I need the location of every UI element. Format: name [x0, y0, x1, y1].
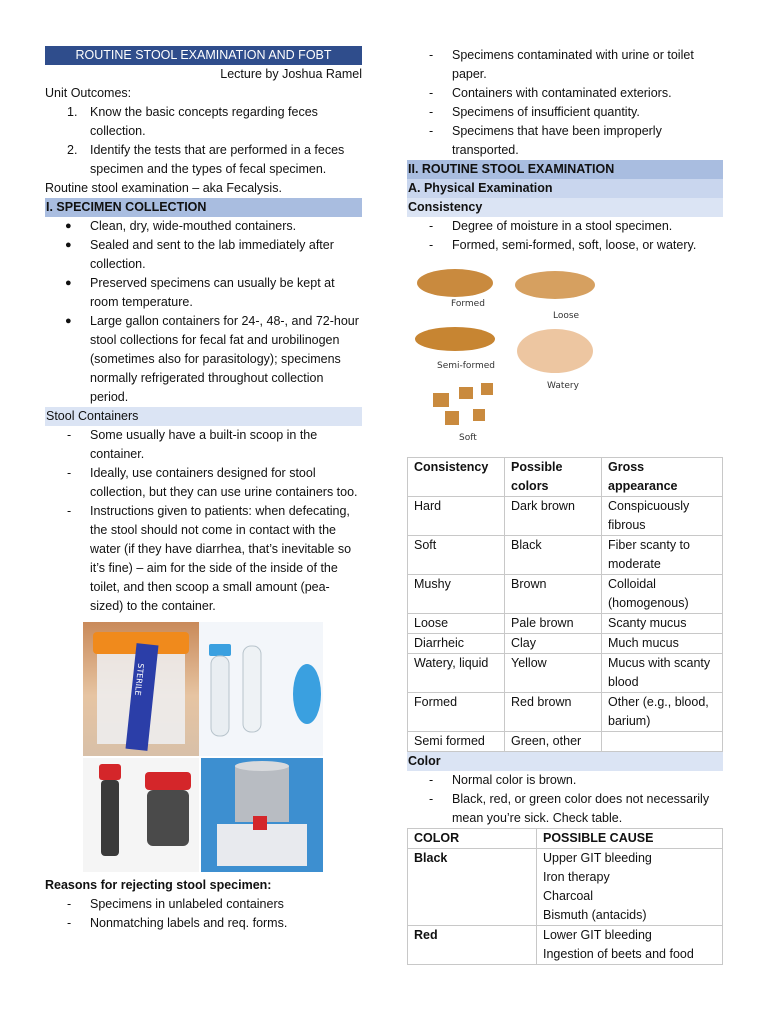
container-photos — [83, 622, 323, 872]
section2-heading: II. ROUTINE STOOL EXAMINATION — [407, 160, 723, 179]
list-item — [407, 84, 723, 103]
consistency-table — [407, 457, 723, 752]
table-cell: Fiber scanty to moderate — [602, 536, 723, 575]
right-column — [407, 46, 723, 965]
table-cell: Loose — [408, 614, 505, 634]
table-header-row — [408, 829, 723, 849]
table-cell: Yellow — [505, 654, 602, 693]
table-cell: Hard — [408, 497, 505, 536]
list-number: 2. — [67, 143, 78, 157]
dash-marker: - — [429, 238, 434, 252]
list-text: Ideally, use containers designed for stool collection, but they can use urine containers too. — [90, 466, 358, 499]
list-item — [45, 502, 362, 616]
list-text: Specimens of insufficient quantity. — [452, 105, 640, 119]
list-item — [45, 141, 362, 179]
list-item — [407, 790, 723, 828]
sterile-label: STERILE — [132, 662, 146, 697]
physical-exam-heading: A. Physical Examination — [407, 179, 723, 198]
dash-marker: - — [67, 466, 72, 480]
list-text: Some usually have a built-in scoop in the container. — [90, 428, 318, 461]
list-text: Specimens in unlabeled containers — [90, 897, 284, 911]
table-cell — [537, 849, 723, 926]
dash-marker: - — [429, 86, 434, 100]
table-cell: Conspicuously fibrous — [602, 497, 723, 536]
table-row — [408, 926, 723, 965]
table-cell: Colloidal (homogenous) — [602, 575, 723, 614]
table-cell: Red — [408, 926, 537, 965]
table-cell: Red brown — [505, 693, 602, 732]
cause-line: Charcoal — [543, 889, 594, 903]
cause-line: Lower GIT bleeding — [543, 928, 652, 942]
list-item — [45, 312, 362, 407]
dash-marker: - — [429, 219, 434, 233]
red-tubes-photo — [83, 758, 199, 872]
collection-bullets — [45, 217, 362, 407]
dash-marker: - — [67, 428, 72, 442]
dash-marker: - — [67, 916, 72, 930]
color-list — [407, 771, 723, 828]
dash-marker: - — [429, 792, 434, 806]
list-item — [407, 236, 723, 255]
table-cell: Formed — [408, 693, 505, 732]
stool-label-watery: Watery — [547, 381, 579, 391]
dash-marker: - — [67, 504, 72, 518]
byline: Lecture by Joshua Ramel — [220, 67, 362, 81]
table-row — [408, 536, 723, 575]
list-text: Instructions given to patients: when defecating, the stool should not come in contact with the water (if they have diarrhea, that’s inevitable so it’s fine) – aim for the side of the inside of the toilet, and then scoop a small amount (pea-sized) to the container. — [90, 504, 352, 613]
list-text: Black, red, or green color does not necessarily mean you’re sick. Check table. — [452, 792, 710, 825]
list-item — [45, 426, 362, 464]
list-text: Preserved specimens can usually be kept at room temperature. — [90, 276, 335, 309]
section1-heading: I. SPECIMEN COLLECTION — [45, 198, 362, 217]
list-text: Nonmatching labels and req. forms. — [90, 916, 288, 930]
table-header-row — [408, 458, 723, 497]
list-text: Formed, semi-formed, soft, loose, or watery. — [452, 238, 697, 252]
table-row — [408, 497, 723, 536]
table-cell: Soft — [408, 536, 505, 575]
consistency-heading: Consistency — [407, 198, 723, 217]
list-text: Identify the tests that are performed in a feces specimen and the types of fecal specimen. — [90, 143, 345, 176]
cause-line: Bismuth (antacids) — [543, 908, 647, 922]
list-item — [45, 274, 362, 312]
table-row — [408, 575, 723, 614]
cause-line: Upper GIT bleeding — [543, 851, 652, 865]
table-cell — [602, 732, 723, 752]
dash-marker: - — [429, 124, 434, 138]
rejection-list-right — [407, 46, 723, 160]
stool-label-loose: Loose — [553, 311, 580, 321]
list-text: Large gallon containers for 24-, 48-, and 72-hour stool collections for fecal fat and urobilinogen (sometimes also for parasitology); specimens normally refrigerated throughout collection period. — [90, 314, 359, 404]
table-cell: Black — [505, 536, 602, 575]
table-cell: Green, other — [505, 732, 602, 752]
table-cell: Brown — [505, 575, 602, 614]
stool-label-formed: Formed — [451, 299, 485, 309]
bullet-icon: ● — [65, 277, 72, 289]
stool-consistency-illustration — [415, 261, 615, 449]
table-cell: Watery, liquid — [408, 654, 505, 693]
table-cell: Pale brown — [505, 614, 602, 634]
aka-line: Routine stool examination – aka Fecalysis. — [45, 181, 282, 195]
stool-label-semi-formed: Semi-formed — [437, 361, 495, 371]
tubes-photo — [199, 622, 323, 756]
outcomes-heading: Unit Outcomes: — [45, 86, 132, 100]
table-row — [408, 634, 723, 654]
table-cell — [537, 926, 723, 965]
cause-line: Ingestion of beets and food — [543, 947, 694, 961]
table-cell: Other (e.g., blood, barium) — [602, 693, 723, 732]
bullet-icon: ● — [65, 220, 72, 232]
bullet-icon: ● — [65, 239, 72, 251]
list-item — [45, 103, 362, 141]
sterile-cup-photo — [83, 622, 199, 756]
table-header: Possible colors — [505, 458, 602, 497]
list-item — [407, 103, 723, 122]
dash-marker: - — [429, 48, 434, 62]
cause-line: Iron therapy — [543, 870, 610, 884]
color-heading: Color — [407, 752, 723, 771]
containers-list — [45, 426, 362, 616]
table-row — [408, 849, 723, 926]
table-cell: Much mucus — [602, 634, 723, 654]
list-text: Specimens that have been improperly transported. — [452, 124, 662, 157]
list-item — [407, 46, 723, 84]
bullet-icon: ● — [65, 315, 72, 327]
table-cell: Mushy — [408, 575, 505, 614]
list-item — [45, 895, 362, 914]
dash-marker: - — [67, 897, 72, 911]
table-row — [408, 654, 723, 693]
list-text: Normal color is brown. — [452, 773, 577, 787]
table-row — [408, 614, 723, 634]
dash-marker: - — [429, 105, 434, 119]
table-cell: Clay — [505, 634, 602, 654]
stool-label-soft: Soft — [459, 433, 477, 443]
table-row — [408, 732, 723, 752]
table-cell: Diarrheic — [408, 634, 505, 654]
table-cell: Semi formed — [408, 732, 505, 752]
outcomes-list — [45, 103, 362, 179]
left-column — [45, 46, 362, 933]
list-text: Specimens contaminated with urine or toilet paper. — [452, 48, 694, 81]
table-cell: Black — [408, 849, 537, 926]
list-item — [407, 771, 723, 790]
list-item — [45, 236, 362, 274]
list-item — [45, 464, 362, 502]
list-text: Know the basic concepts regarding feces collection. — [90, 105, 318, 138]
table-header: COLOR — [408, 829, 537, 849]
rejection-heading: Reasons for rejecting stool specimen: — [45, 878, 272, 892]
list-text: Sealed and sent to the lab immediately after collection. — [90, 238, 334, 271]
dash-marker: - — [429, 773, 434, 787]
list-text: Clean, dry, wide-mouthed containers. — [90, 219, 297, 233]
list-item — [45, 217, 362, 236]
list-item — [407, 217, 723, 236]
table-header: Consistency — [408, 458, 505, 497]
list-item — [407, 122, 723, 160]
list-item — [45, 914, 362, 933]
containers-heading: Stool Containers — [45, 407, 362, 426]
list-number: 1. — [67, 105, 78, 119]
table-cell: Mucus with scanty blood — [602, 654, 723, 693]
document-title: ROUTINE STOOL EXAMINATION AND FOBT — [45, 46, 362, 65]
table-cell: Scanty mucus — [602, 614, 723, 634]
consistency-list — [407, 217, 723, 255]
rejection-list-left — [45, 895, 362, 933]
paint-can-photo — [201, 758, 323, 872]
table-header: POSSIBLE CAUSE — [537, 829, 723, 849]
table-cell: Dark brown — [505, 497, 602, 536]
list-text: Containers with contaminated exteriors. — [452, 86, 672, 100]
color-table — [407, 828, 723, 965]
list-text: Degree of moisture in a stool specimen. — [452, 219, 673, 233]
table-row — [408, 693, 723, 732]
table-header: Gross appearance — [602, 458, 723, 497]
